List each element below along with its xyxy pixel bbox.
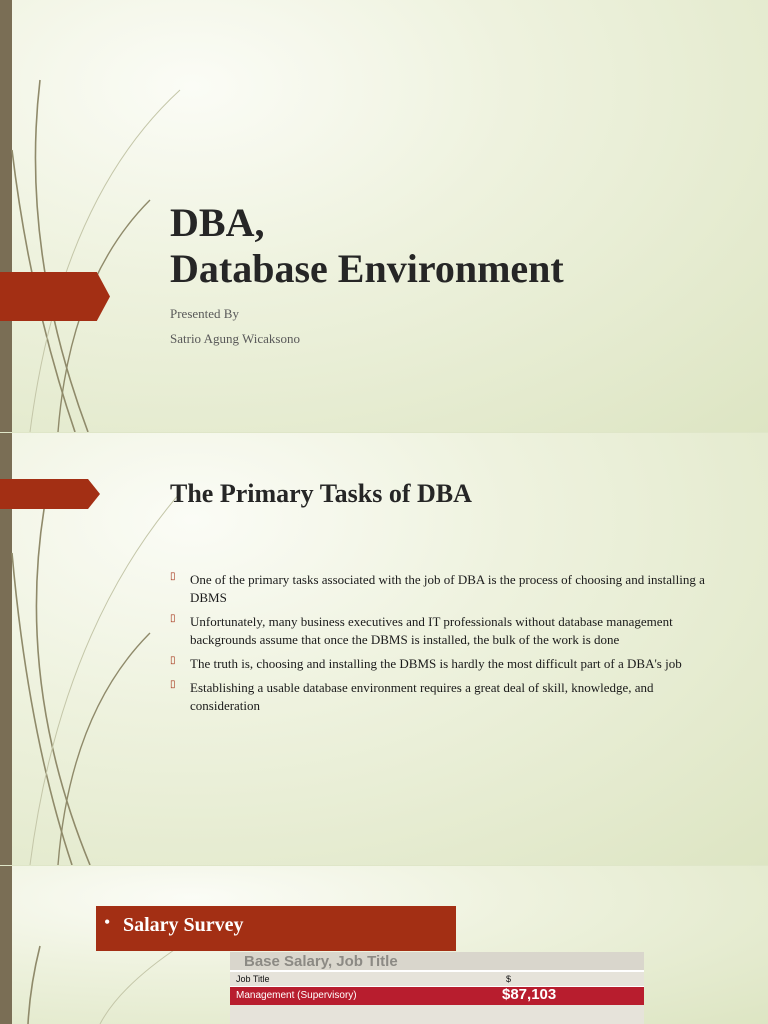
presenter-name: Satrio Agung Wicaksono — [170, 331, 300, 346]
bullet-dot-icon: • — [104, 912, 111, 932]
slide-title-text — [170, 200, 564, 292]
table-header — [230, 972, 644, 986]
list-item — [170, 613, 720, 649]
slide-title — [0, 0, 768, 432]
list-item — [170, 679, 720, 715]
salary-table — [230, 952, 644, 1024]
title-line-2: Database Environment — [170, 246, 564, 291]
header-job-title: Job Title — [236, 974, 270, 984]
bullet-text: One of the primary tasks associated with the job of DBA is the process of choosing and installing a DBMS — [190, 572, 705, 605]
bullet-text: Establishing a usable database environment requires a great deal of skill, knowledge, and consideration — [190, 680, 654, 713]
slide-title-text: The Primary Tasks of DBA — [170, 479, 472, 508]
table-title: Base Salary, Job Title — [230, 952, 644, 970]
banner-title: Salary Survey — [123, 914, 244, 936]
header-value: $ — [506, 974, 512, 984]
accent-arrow-tab — [0, 272, 110, 321]
list-item — [170, 571, 720, 607]
bullet-text: Unfortunately, many business executives and IT professionals without database management backgrounds assume that once the DBMS is installed, the bulk of the work is done — [190, 614, 673, 647]
row-job: Management (Supervisory) — [236, 990, 357, 1001]
list-item — [170, 655, 720, 673]
bullet-marker-icon: ▯ — [170, 613, 176, 624]
table-row — [230, 987, 644, 1005]
bullet-marker-icon: ▯ — [170, 679, 176, 690]
row-value: $87,103 — [502, 986, 557, 1003]
bullet-marker-icon: ▯ — [170, 571, 176, 582]
bullet-list — [170, 571, 720, 721]
salary-survey-banner — [96, 906, 456, 951]
table-body-continuation — [230, 1005, 644, 1024]
slide-salary-survey — [0, 866, 768, 1024]
bullet-marker-icon: ▯ — [170, 655, 176, 666]
title-line-1: DBA, — [170, 200, 265, 245]
presented-by-label: Presented By — [170, 306, 239, 321]
accent-arrow-tab — [0, 479, 100, 509]
bullet-text: The truth is, choosing and installing the DBMS is hardly the most difficult part of a DBA's job — [190, 656, 682, 671]
slide-primary-tasks — [0, 433, 768, 865]
